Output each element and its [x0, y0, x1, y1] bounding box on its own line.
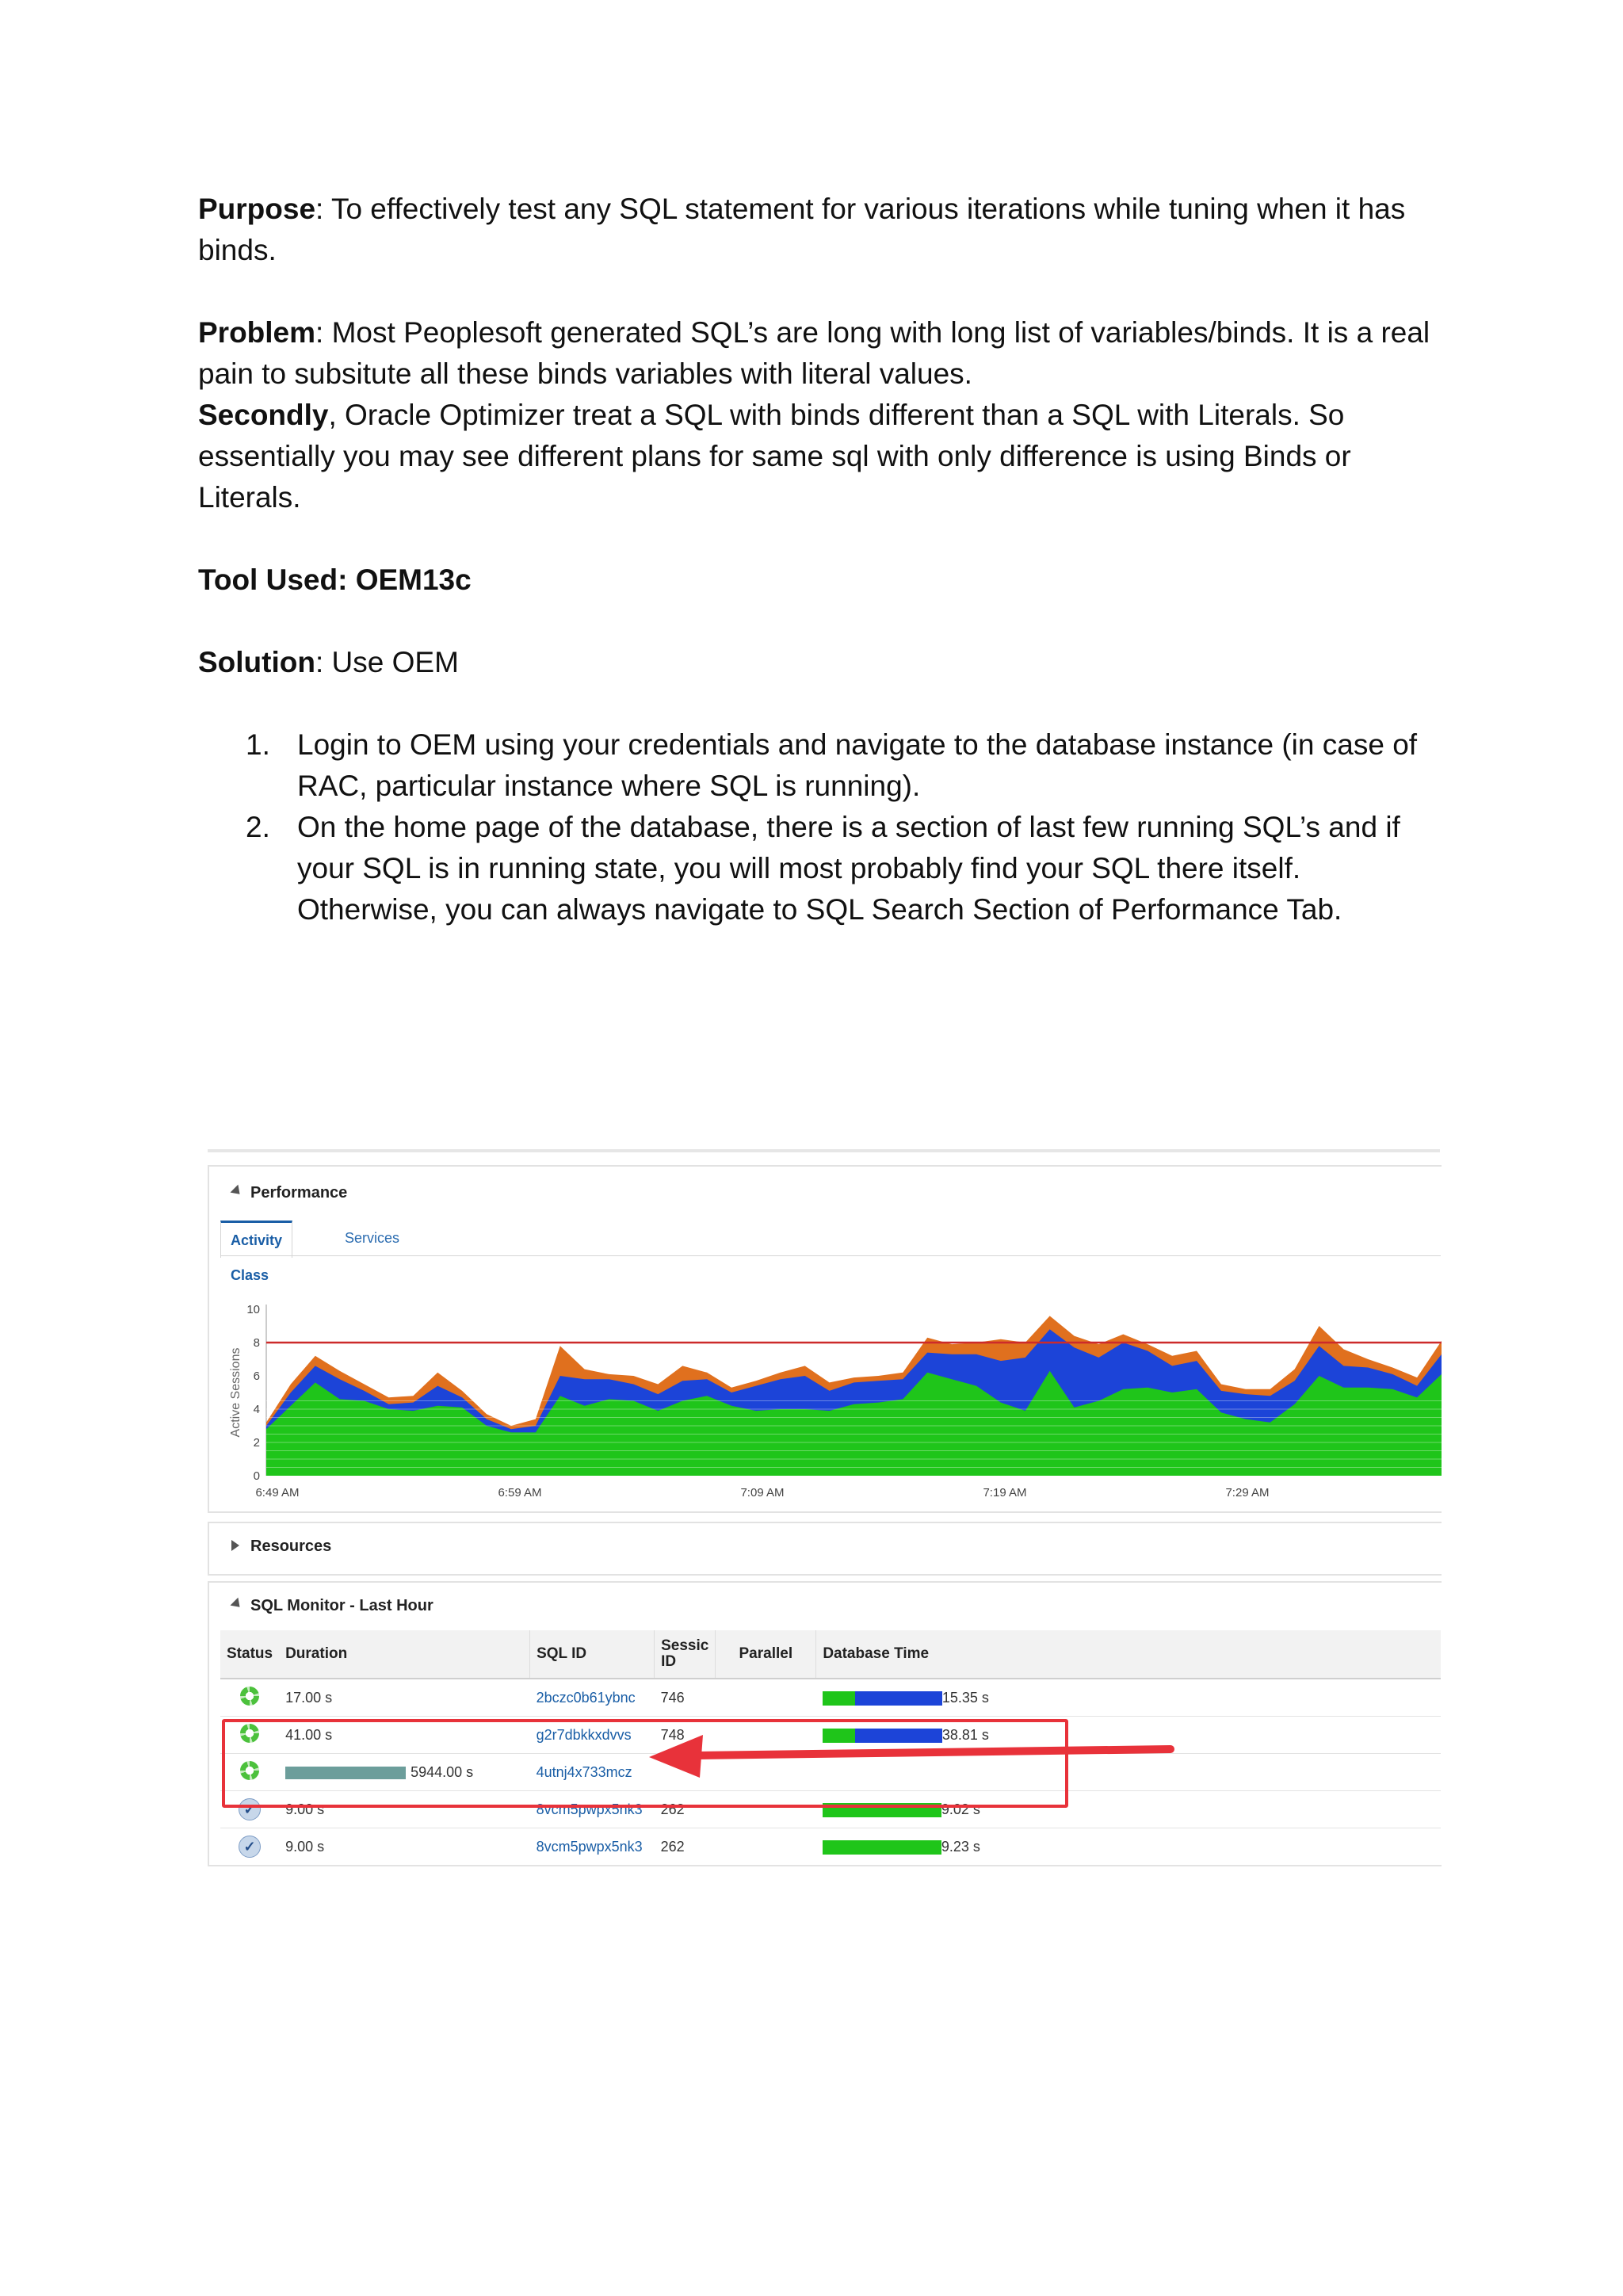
sql-id-link[interactable]: g2r7dbkkxdvvs [536, 1726, 632, 1743]
list-item [198, 807, 1434, 930]
problem-text: : Most Peoplesoft generated SQL’s are long with long list of variables/binds. It is a real pain to subsitute all these binds variables with literal values. [198, 316, 1430, 390]
db-time-value: 9.02 s [941, 1801, 980, 1817]
expand-triangle-icon [231, 1540, 239, 1551]
col-status[interactable]: Status [220, 1630, 279, 1679]
problem-paragraph [198, 312, 1434, 395]
session-id-cell: 746 [655, 1679, 716, 1717]
performance-title: Performance [250, 1184, 348, 1201]
session-id-cell: 262 [655, 1828, 716, 1866]
x-tick-label: 6:49 AM [255, 1486, 300, 1499]
y-tick-label: 6 [253, 1370, 260, 1383]
y-tick-label: 0 [253, 1469, 260, 1483]
col-session-id-line2: ID [661, 1653, 677, 1670]
db-time-value: 9.23 s [941, 1838, 980, 1855]
step-number: 2. [246, 811, 270, 843]
sql-id-cell[interactable] [530, 1828, 655, 1866]
col-sql-id[interactable]: SQL ID [530, 1630, 655, 1679]
sql-id-link[interactable]: 8vcm5pwpx5nk3 [536, 1838, 643, 1855]
duration-value: 9.00 s [285, 1838, 325, 1855]
sql-monitor-title: SQL Monitor - Last Hour [250, 1597, 433, 1614]
performance-header[interactable] [231, 1184, 347, 1202]
db-time-bar-green [823, 1840, 941, 1855]
purpose-text: : To effectively test any SQL statement for various iterations while tuning when it has binds. [198, 193, 1406, 266]
x-tick-label: 7:09 AM [740, 1486, 785, 1499]
sql-monitor-header[interactable] [231, 1597, 433, 1615]
table-row[interactable] [220, 1828, 1441, 1866]
duration-value: 17.00 s [285, 1689, 333, 1706]
duration-cell [279, 1679, 530, 1717]
table-row[interactable] [220, 1679, 1441, 1717]
col-session-id[interactable] [655, 1630, 716, 1679]
purpose-paragraph [198, 189, 1434, 271]
parallel-cell [716, 1828, 816, 1866]
divider [220, 1255, 1441, 1256]
divider [208, 1149, 1440, 1152]
tab-services[interactable]: Services [345, 1230, 400, 1246]
document-body [198, 189, 1434, 930]
y-tick-label: 8 [253, 1336, 260, 1350]
table-header-row [220, 1630, 1441, 1679]
sql-id-link[interactable]: 2bczc0b61ybnc [536, 1689, 636, 1706]
step-number: 1. [246, 728, 270, 761]
solution-text: : Use OEM [315, 646, 459, 678]
col-session-id-line1: Sessic [661, 1637, 709, 1654]
collapse-triangle-icon [231, 1598, 244, 1611]
db-time-bar-blue [855, 1691, 942, 1706]
y-axis-label: Active Sessions [229, 1347, 242, 1438]
session-id-cell: 748 [655, 1717, 716, 1754]
active-sessions-chart [217, 1262, 1442, 1507]
step-text: On the home page of the database, there is a section of last few running SQL’s and if your SQL is in running state, you will most probably find your SQL there itself. Otherwise, you can always navigate to SQL Search Section of Performance Tab. [297, 811, 1400, 926]
list-item [198, 724, 1434, 807]
running-spinner-icon [240, 1687, 259, 1706]
duration-value: 9.00 s [285, 1801, 325, 1817]
sql-id-link[interactable]: 8vcm5pwpx5nk3 [536, 1801, 643, 1817]
resources-panel [208, 1522, 1442, 1576]
y-tick-label: 10 [246, 1303, 260, 1316]
secondly-text: , Oracle Optimizer treat a SQL with binds different than a SQL with Literals. So essentially you may see different plans for same sql with only difference is using Binds or Literals. [198, 399, 1351, 514]
performance-panel [208, 1165, 1442, 1513]
resources-title: Resources [250, 1538, 332, 1555]
duration-value: 41.00 s [285, 1726, 333, 1743]
db-time-value: 15.35 s [941, 1689, 989, 1706]
x-tick-label: 7:29 AM [1225, 1486, 1270, 1499]
secondly-paragraph [198, 395, 1434, 518]
y-tick-label: 4 [253, 1403, 260, 1416]
solution-paragraph [198, 642, 1434, 683]
purpose-label: Purpose [198, 193, 316, 225]
db-time-value: 38.81 s [941, 1726, 989, 1743]
steps-list [198, 724, 1434, 930]
y-tick-label: 2 [253, 1436, 260, 1450]
completed-check-icon: ✓ [239, 1798, 261, 1820]
db-time-cell [816, 1828, 1441, 1866]
parallel-cell [716, 1679, 816, 1717]
tab-activity-class[interactable]: Activity Class [220, 1221, 292, 1258]
duration-cell [279, 1828, 530, 1866]
sql-id-cell[interactable] [530, 1679, 655, 1717]
red-arrow-icon [647, 1732, 1186, 1779]
x-tick-label: 7:19 AM [983, 1486, 1027, 1499]
col-parallel[interactable]: Parallel [716, 1630, 816, 1679]
tool-used-text: Tool Used: OEM13c [198, 563, 472, 596]
collapse-triangle-icon [231, 1185, 244, 1198]
duration-value: 5944.00 s [411, 1763, 474, 1780]
resources-header[interactable] [231, 1538, 331, 1556]
sql-id-link[interactable]: 4utnj4x733mcz [536, 1763, 632, 1780]
oem-screenshot [208, 1149, 1440, 1866]
col-database-time[interactable]: Database Time [816, 1630, 1441, 1679]
step-text: Login to OEM using your credentials and navigate to the database instance (in case of RAC, particular instance where SQL is running). [297, 728, 1418, 802]
problem-label: Problem [198, 316, 316, 349]
col-duration[interactable]: Duration [279, 1630, 530, 1679]
solution-label: Solution [198, 646, 315, 678]
x-tick-label: 6:59 AM [498, 1486, 542, 1499]
session-id-cell: 262 [655, 1791, 716, 1828]
tool-used-heading [198, 560, 1434, 601]
db-time-cell [816, 1679, 1441, 1717]
db-time-bar-green [823, 1691, 855, 1706]
status-cell [220, 1828, 279, 1866]
secondly-label: Secondly [198, 399, 329, 431]
status-cell [220, 1679, 279, 1717]
completed-check-icon: ✓ [239, 1836, 261, 1858]
